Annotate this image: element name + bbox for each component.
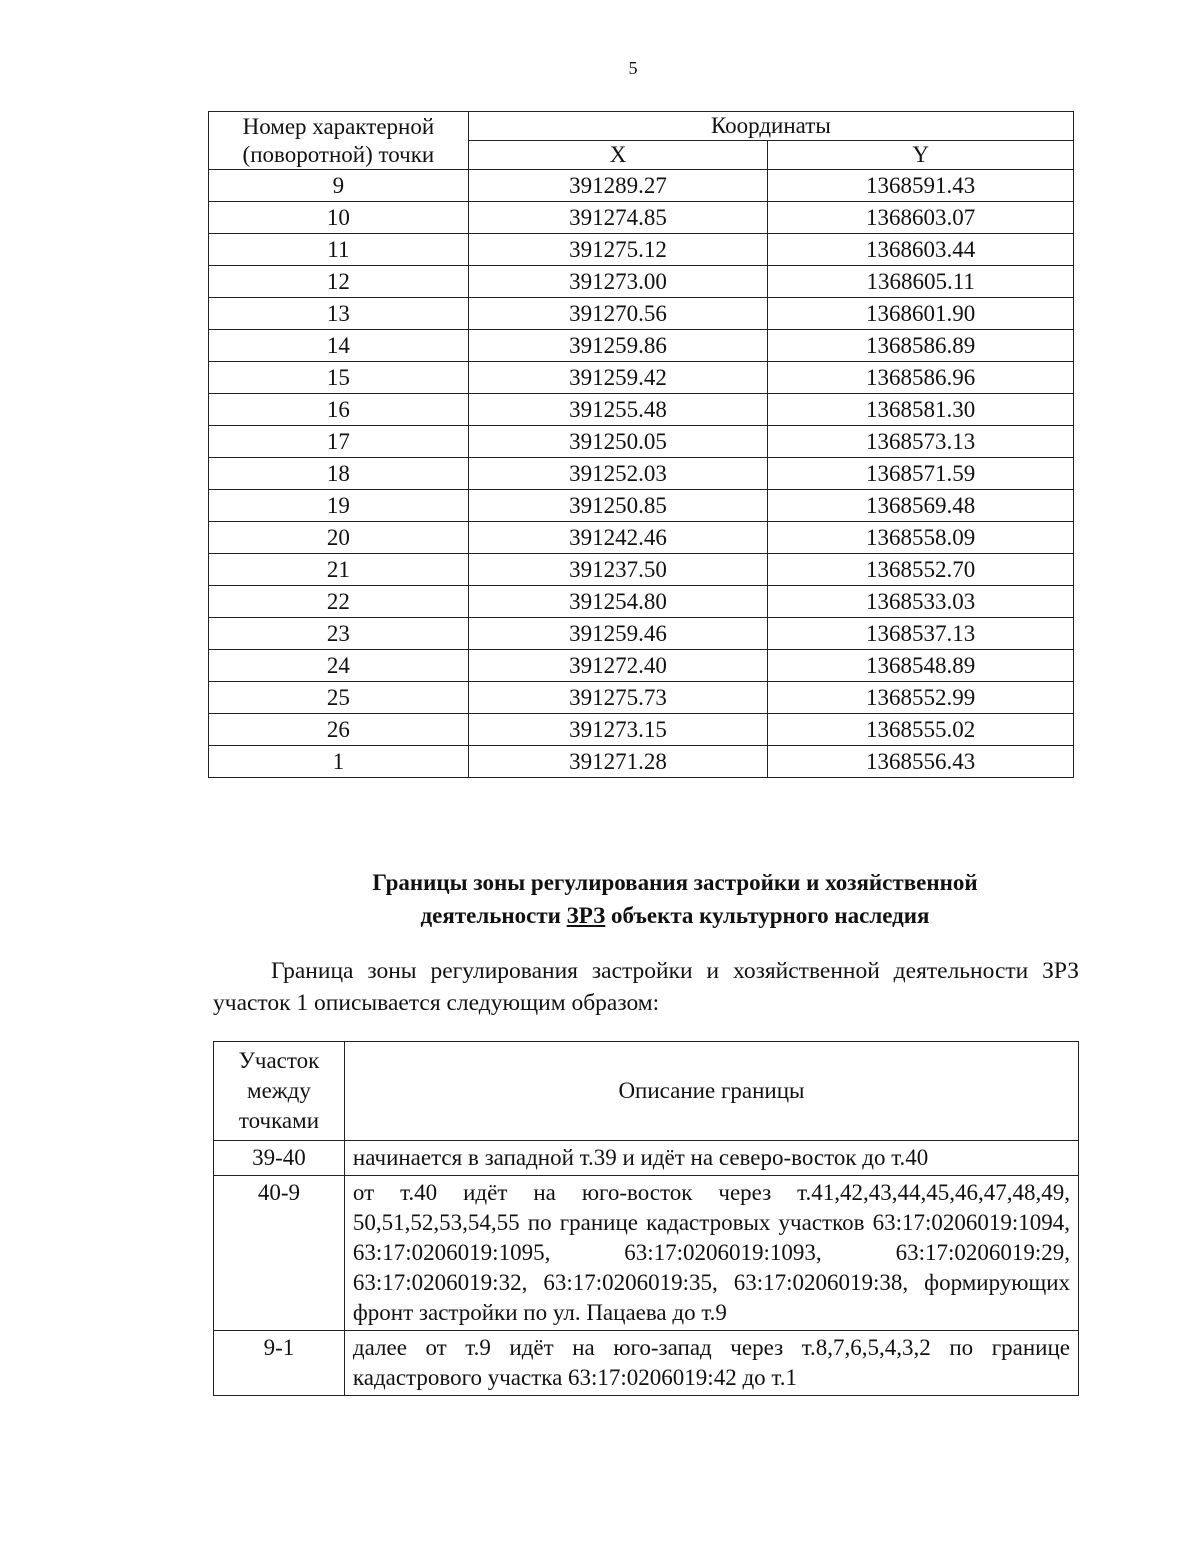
cell-y: 1368591.43 bbox=[768, 170, 1074, 202]
boundary-description-table bbox=[213, 1041, 1079, 1396]
cell-y: 1368603.07 bbox=[768, 202, 1074, 234]
cell-y: 1368533.03 bbox=[768, 586, 1074, 618]
table-row bbox=[209, 394, 1074, 426]
table-row bbox=[209, 298, 1074, 330]
table-row bbox=[209, 202, 1074, 234]
table-row bbox=[209, 714, 1074, 746]
heading-text: деятельности bbox=[420, 903, 567, 928]
table-row bbox=[209, 618, 1074, 650]
cell-point: 14 bbox=[209, 330, 469, 362]
segment-cell: 39-40 bbox=[214, 1141, 345, 1176]
coordinates-table bbox=[208, 111, 1074, 778]
cell-point: 11 bbox=[209, 234, 469, 266]
zrz-underlined: ЗРЗ bbox=[566, 903, 606, 928]
cell-x: 391250.05 bbox=[468, 426, 768, 458]
table-row bbox=[209, 426, 1074, 458]
table-row bbox=[214, 1176, 1079, 1331]
cell-y: 1368555.02 bbox=[768, 714, 1074, 746]
table-row bbox=[209, 554, 1074, 586]
cell-x: 391259.46 bbox=[468, 618, 768, 650]
cell-x: 391275.12 bbox=[468, 234, 768, 266]
description-header: Описание границы bbox=[344, 1042, 1078, 1141]
cell-point: 15 bbox=[209, 362, 469, 394]
description-cell: далее от т.9 идёт на юго-запад через т.8,7,6,5,4,3,2 по границе кадастрового участка 63:17:0206019:42 до т.1 bbox=[344, 1331, 1078, 1396]
cell-point: 17 bbox=[209, 426, 469, 458]
table-row bbox=[214, 1331, 1079, 1396]
cell-point: 12 bbox=[209, 266, 469, 298]
cell-y: 1368573.13 bbox=[768, 426, 1074, 458]
cell-point: 9 bbox=[209, 170, 469, 202]
cell-x: 391254.80 bbox=[468, 586, 768, 618]
cell-point: 26 bbox=[209, 714, 469, 746]
cell-x: 391252.03 bbox=[468, 458, 768, 490]
cell-x: 391275.73 bbox=[468, 682, 768, 714]
cell-point: 10 bbox=[209, 202, 469, 234]
cell-x: 391237.50 bbox=[468, 554, 768, 586]
cell-point: 25 bbox=[209, 682, 469, 714]
cell-y: 1368556.43 bbox=[768, 746, 1074, 778]
heading-line-2 bbox=[250, 899, 1100, 932]
cell-y: 1368603.44 bbox=[768, 234, 1074, 266]
cell-y: 1368537.13 bbox=[768, 618, 1074, 650]
table-row bbox=[209, 330, 1074, 362]
table-row bbox=[214, 1141, 1079, 1176]
table-row bbox=[209, 234, 1074, 266]
cell-point: 23 bbox=[209, 618, 469, 650]
cell-x: 391274.85 bbox=[468, 202, 768, 234]
cell-x: 391271.28 bbox=[468, 746, 768, 778]
heading-text: объекта культурного наследия bbox=[605, 903, 930, 928]
cell-point: 22 bbox=[209, 586, 469, 618]
heading-line-1: Границы зоны регулирования застройки и хозяйственной bbox=[372, 870, 978, 895]
cell-point: 13 bbox=[209, 298, 469, 330]
cell-x: 391289.27 bbox=[468, 170, 768, 202]
table-row bbox=[209, 490, 1074, 522]
table-row bbox=[209, 362, 1074, 394]
table-row bbox=[209, 170, 1074, 202]
cell-point: 21 bbox=[209, 554, 469, 586]
cell-x: 391270.56 bbox=[468, 298, 768, 330]
cell-y: 1368558.09 bbox=[768, 522, 1074, 554]
section-heading bbox=[250, 866, 1100, 932]
table-row bbox=[209, 682, 1074, 714]
cell-y: 1368581.30 bbox=[768, 394, 1074, 426]
intro-paragraph: Граница зоны регулирования застройки и хозяйственной деятельности ЗРЗ участок 1 описывается следующим образом: bbox=[213, 958, 1079, 1016]
cell-y: 1368586.89 bbox=[768, 330, 1074, 362]
cell-x: 391250.85 bbox=[468, 490, 768, 522]
description-cell: от т.40 идёт на юго-восток через т.41,42,43,44,45,46,47,48,49, 50,51,52,53,54,55 по границе кадастровых участков 63:17:0206019:1094, 63:17:0206019:1095, 63:17:0206019:1093, 63:17:0206019:29, 63:17:0206019:32, 63:17:0206019:35, 63:17:0206019:38, формирующих фронт застройки по ул. Пацаева до т.9 bbox=[344, 1176, 1078, 1331]
table-row bbox=[209, 650, 1074, 682]
cell-y: 1368601.90 bbox=[768, 298, 1074, 330]
table-row bbox=[209, 522, 1074, 554]
table-row bbox=[209, 746, 1074, 778]
cell-point: 16 bbox=[209, 394, 469, 426]
page-number: 5 bbox=[628, 58, 638, 78]
cell-y: 1368569.48 bbox=[768, 490, 1074, 522]
cell-x: 391242.46 bbox=[468, 522, 768, 554]
segment-header: Участок между точками bbox=[214, 1042, 345, 1141]
cell-x: 391255.48 bbox=[468, 394, 768, 426]
segment-cell: 40-9 bbox=[214, 1176, 345, 1331]
cell-y: 1368552.70 bbox=[768, 554, 1074, 586]
cell-x: 391259.86 bbox=[468, 330, 768, 362]
y-header: Y bbox=[768, 141, 1074, 170]
cell-y: 1368586.96 bbox=[768, 362, 1074, 394]
x-header: X bbox=[468, 141, 768, 170]
table-row bbox=[209, 458, 1074, 490]
segment-cell: 9-1 bbox=[214, 1331, 345, 1396]
coordinates-header: Координаты bbox=[468, 112, 1073, 141]
cell-point: 24 bbox=[209, 650, 469, 682]
cell-point: 19 bbox=[209, 490, 469, 522]
cell-x: 391273.15 bbox=[468, 714, 768, 746]
table-row bbox=[209, 586, 1074, 618]
cell-y: 1368605.11 bbox=[768, 266, 1074, 298]
cell-x: 391259.42 bbox=[468, 362, 768, 394]
table-row bbox=[209, 266, 1074, 298]
cell-x: 391273.00 bbox=[468, 266, 768, 298]
cell-point: 18 bbox=[209, 458, 469, 490]
point-number-header: Номер характерной (поворотной) точки bbox=[209, 112, 469, 170]
description-cell: начинается в западной т.39 и идёт на северо-восток до т.40 bbox=[344, 1141, 1078, 1176]
cell-point: 20 bbox=[209, 522, 469, 554]
cell-y: 1368548.89 bbox=[768, 650, 1074, 682]
cell-x: 391272.40 bbox=[468, 650, 768, 682]
cell-y: 1368552.99 bbox=[768, 682, 1074, 714]
cell-point: 1 bbox=[209, 746, 469, 778]
cell-y: 1368571.59 bbox=[768, 458, 1074, 490]
